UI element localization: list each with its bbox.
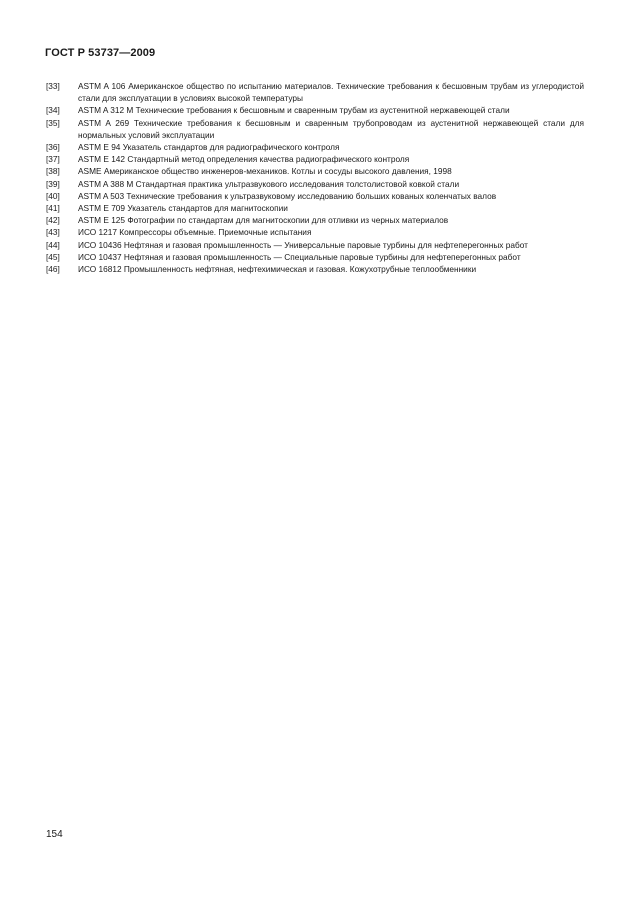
reference-text: ASTM A 106 Американское общество по испытанию материалов. Технические требования к бесшовным трубам из углеродистой стали для эксплуатации в условиях высокой температуры xyxy=(78,81,584,104)
reference-number: [38] xyxy=(46,166,60,177)
reference-text: ASTM A 388 M Стандартная практика ультразвукового исследования толстолистовой ковкой стали xyxy=(78,178,460,189)
reference-text: ASTM A 503 Технические требования к ультразвуковому исследованию больших кованых коленчатых валов xyxy=(78,190,497,201)
reference-item xyxy=(46,190,584,202)
reference-item xyxy=(46,104,584,116)
reference-list xyxy=(46,80,584,275)
reference-text: ASTM E 94 Указатель стандартов для радиографического контроля xyxy=(78,142,340,153)
reference-item xyxy=(46,117,584,141)
reference-item xyxy=(46,251,584,263)
reference-text: ASTM A 269 Технические требования к бесшовным и сваренным трубопроводам из аустенитной нержавеющей стали для нормальных условий эксплуатации xyxy=(78,117,584,140)
reference-number: [42] xyxy=(46,215,60,226)
reference-text: ASTM E 709 Указатель стандартов для магнитоскопии xyxy=(78,203,288,214)
reference-item xyxy=(46,80,584,104)
reference-text: ИСО 16812 Промышленность нефтяная, нефтехимическая и газовая. Кожухотрубные теплообменники xyxy=(78,264,477,275)
reference-number: [44] xyxy=(46,239,60,250)
reference-item xyxy=(46,214,584,226)
reference-number: [39] xyxy=(46,178,60,189)
reference-text: ASME Американское общество инженеров-механиков. Котлы и сосуды высокого давления, 1998 xyxy=(78,166,452,177)
reference-item xyxy=(46,263,584,275)
reference-number: [34] xyxy=(46,105,60,116)
reference-number: [46] xyxy=(46,264,60,275)
reference-number: [36] xyxy=(46,142,60,153)
reference-number: [43] xyxy=(46,227,60,238)
reference-number: [41] xyxy=(46,203,60,214)
reference-number: [37] xyxy=(46,154,60,165)
reference-item xyxy=(46,178,584,190)
reference-item xyxy=(46,226,584,238)
reference-item xyxy=(46,202,584,214)
reference-item xyxy=(46,153,584,165)
reference-number: [35] xyxy=(46,117,60,128)
reference-text: ИСО 10436 Нефтяная и газовая промышленность — Универсальные паровые турбины для нефтеперегонных работ xyxy=(78,239,528,250)
reference-text: ASTM A 312 M Технические требования к бесшовным и сваренным трубам из аустенитной нержавеющей стали xyxy=(78,105,510,116)
reference-item xyxy=(46,141,584,153)
reference-item xyxy=(46,239,584,251)
reference-text: ASTM E 142 Стандартный метод определения качества радиографического контроля xyxy=(78,154,410,165)
reference-number: [40] xyxy=(46,190,60,201)
reference-number: [45] xyxy=(46,251,60,262)
reference-text: ASTM E 125 Фотографии по стандартам для магнитоскопии для отливки из черных материалов xyxy=(78,215,449,226)
document-header: ГОСТ Р 53737—2009 xyxy=(45,47,156,59)
reference-item xyxy=(46,165,584,177)
reference-text: ИСО 1217 Компрессоры объемные. Приемочные испытания xyxy=(78,227,312,238)
reference-text: ИСО 10437 Нефтяная и газовая промышленность — Специальные паровые турбины для нефтеперегонных работ xyxy=(78,251,521,262)
page-number: 154 xyxy=(46,829,63,840)
reference-number: [33] xyxy=(46,81,60,91)
